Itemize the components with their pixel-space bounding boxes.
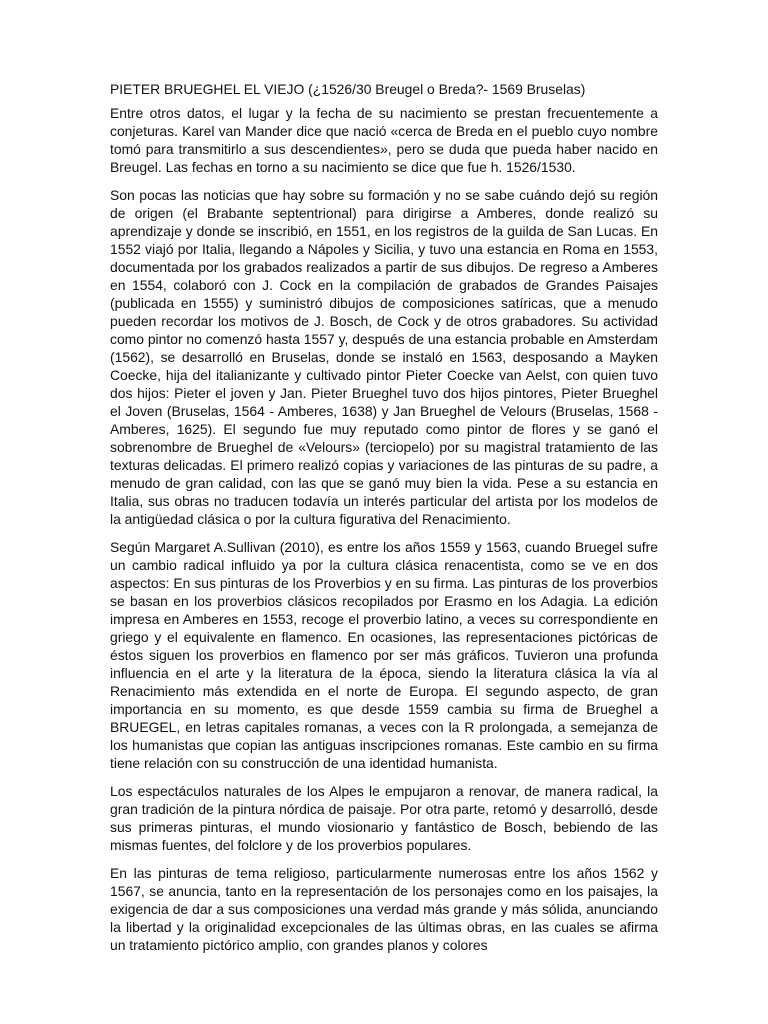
paragraph-birth: Entre otros datos, el lugar y la fecha de su nacimiento se prestan frecuentemente a conjeturas. Karel van Mander dice que nació «cerca de Breda en el pueblo cuyo nombre tomó para transmitirlo a sus descendientes», pero se duda que pueda haber nacido en Breugel. Las fechas en torno a su nacimiento se dice que fue h. 1526/1530.	[110, 105, 658, 175]
paragraph-formation: Son pocas las noticias que hay sobre su formación y no se sabe cuándo dejó su región de origen (el Brabante septentrional) para dirigirse a Amberes, donde realizó su aprendizaje y donde se inscribió, en 1551, en los registros de la guilda de San Lucas. En 1552 viajó por Italia, llegando a Nápoles y Sicilia, y tuvo una estancia en Roma en 1553, documentada por los grabados realizados a partir de sus dibujos. De regreso a Amberes en 1554, colaboró con J. Cock en la compilación de grabados de Grandes Paisajes (publicada en 1555) y suministró dibujos de composiciones satíricas, que a menudo pueden recordar los motivos de J. Bosch, de Cock y de otros grabadores. Su actividad como pintor no comenzó hasta 1557 y, después de una estancia probable en Amsterdam (1562), se desarrolló en Bruselas, donde se instaló en 1563, desposando a Mayken Coecke, hija del italianizante y cultivado pintor Pieter Coecke van Aelst, con quien tuvo dos hijos: Pieter el joven y Jan. Pieter Brueghel tuvo dos hijos pintores, Pieter Brueghel el Joven (Bruselas, 1564 - Amberes, 1638) y Jan Brueghel de Velours (Bruselas, 1568 - Amberes, 1625). El segundo fue muy reputado como pintor de flores y se ganó el sobrenombre de Brueghel de «Velours» (terciopelo) por su magistral tratamiento de las texturas delicadas. El primero realizó copias y variaciones de las pinturas de su padre, a menudo de gran calidad, con las que se ganó muy bien la vida. Pese a su estancia en Italia, sus obras no traducen todavía un interés particular del artista por los modelos de la antigüedad clásica o por la cultura figurativa del Renacimiento.	[110, 187, 658, 527]
paragraph-religious: En las pinturas de tema religioso, particularmente numerosas entre los años 1562 y 1567, se anuncia, tanto en la representación de los personajes como en los paisajes, la exigencia de dar a sus composiciones una verdad más grande y más sólida, anunciando la libertad y la originalidad excepcionales de las últimas obras, en las cuales se afirma un tratamiento pictórico amplio, con grandes planos y colores	[110, 865, 658, 953]
paragraph-sullivan: Según Margaret A.Sullivan (2010), es entre los años 1559 y 1563, cuando Bruegel sufre un cambio radical influido ya por la cultura clásica renacentista, como se ve en dos aspectos: En sus pinturas de los Proverbios y en su firma. Las pinturas de los proverbios se basan en los proverbios clásicos recopilados por Erasmo en los Adagia. La edición impresa en Amberes en 1553, recoge el proverbio latino, a veces su correspondiente en griego y el equivalente en flamenco. En ocasiones, las representaciones pictóricas de éstos siguen los proverbios en flamenco por ser más gráficos. Tuvieron una profunda influencia en el arte y la literatura de la época, siendo la literatura clásica la vía al Renacimiento más extendida en el norte de Europa. El segundo aspecto, de gran importancia en su momento, es que desde 1559 cambia su firma de Brueghel a BRUEGEL, en letras capitales romanas, a veces con la R prolongada, a semejanza de los humanistas que copian las antiguas inscripciones romanas. Este cambio en su firma tiene relación con su construcción de una identidad humanista.	[110, 539, 658, 771]
document-title: PIETER BRUEGHEL EL VIEJO (¿1526/30 Breugel o Breda?- 1569 Bruselas)	[110, 81, 586, 97]
paragraph-alps: Los espectáculos naturales de los Alpes le empujaron a renovar, de manera radical, la gran tradición de la pintura nórdica de paisaje. Por otra parte, retomó y desarrolló, desde sus primeras pinturas, el mundo viosionario y fantástico de Bosch, bebiendo de las mismas fuentes, del folclore y de los proverbios populares.	[110, 783, 658, 853]
